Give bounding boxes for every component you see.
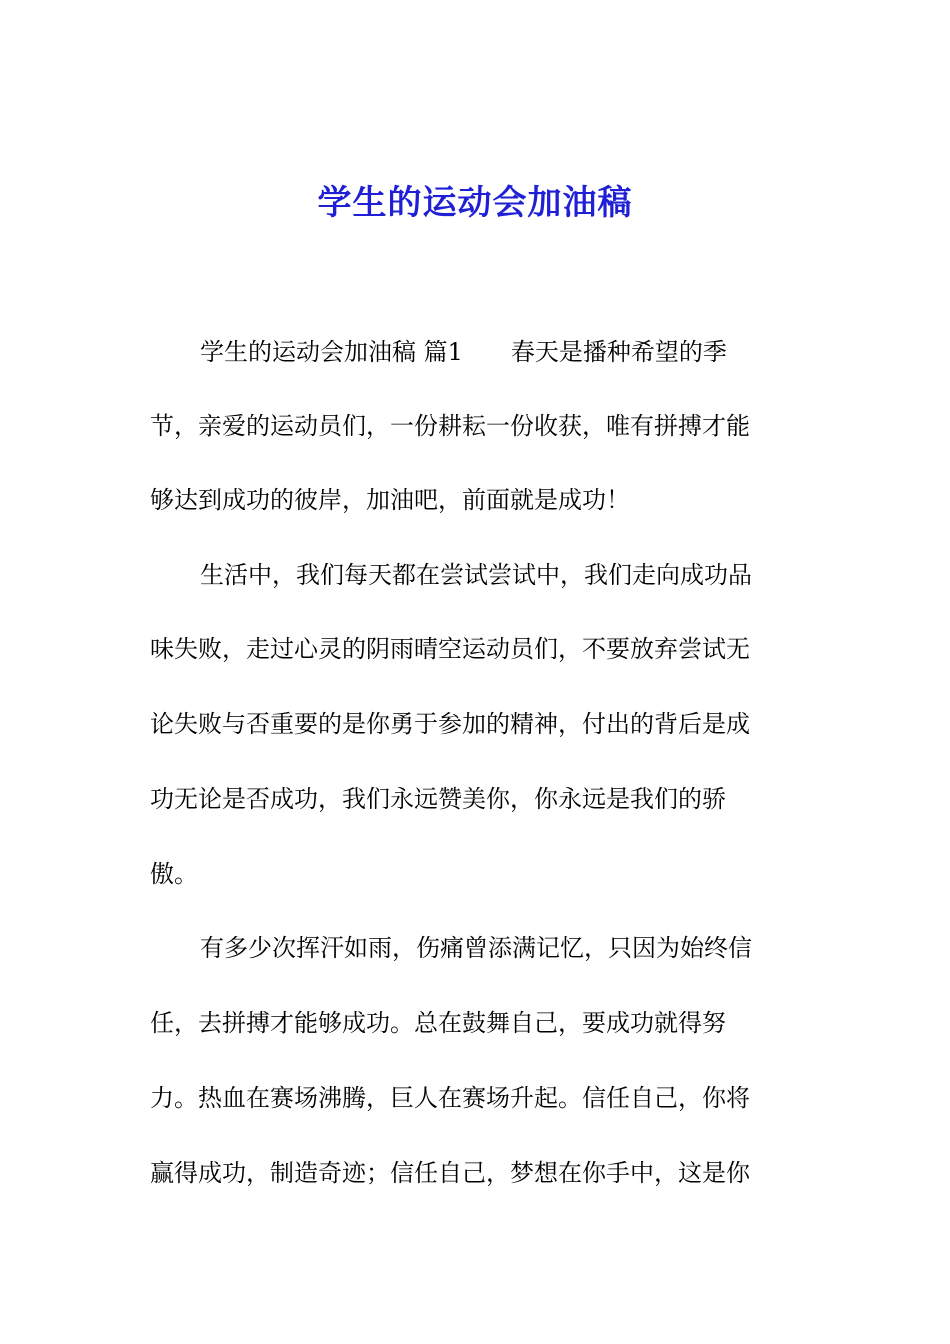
paragraph-line: 任，去拼搏才能够成功。总在鼓舞自己，要成功就得努 [150,1009,726,1037]
paragraph-line: 生活中，我们每天都在尝试尝试中，我们走向成功品 [200,561,752,589]
paragraph-line: 傲。 [150,860,198,888]
paragraph-line: 够达到成功的彼岸，加油吧，前面就是成功！ [150,486,630,514]
paragraph-line: 味失败，走过心灵的阴雨晴空运动员们，不要放弃尝试无 [150,635,750,663]
document-title: 学生的运动会加油稿 [317,183,633,223]
paragraph-line: 学生的运动会加油稿 篇1 春天是播种希望的季 [200,338,727,366]
paragraph-line: 赢得成功，制造奇迹；信任自己，梦想在你手中，这是你 [150,1159,750,1187]
paragraph-line: 节，亲爱的运动员们，一份耕耘一份收获，唯有拼搏才能 [150,412,750,440]
paragraph-line: 有多少次挥汗如雨，伤痛曾添满记忆，只因为始终信 [200,934,752,962]
paragraph-line: 论失败与否重要的是你勇于参加的精神，付出的背后是成 [150,710,750,738]
paragraph-line: 功无论是否成功，我们永远赞美你，你永远是我们的骄 [150,785,726,813]
paragraph-line: 力。热血在赛场沸腾，巨人在赛场升起。信任自己，你将 [150,1084,750,1112]
